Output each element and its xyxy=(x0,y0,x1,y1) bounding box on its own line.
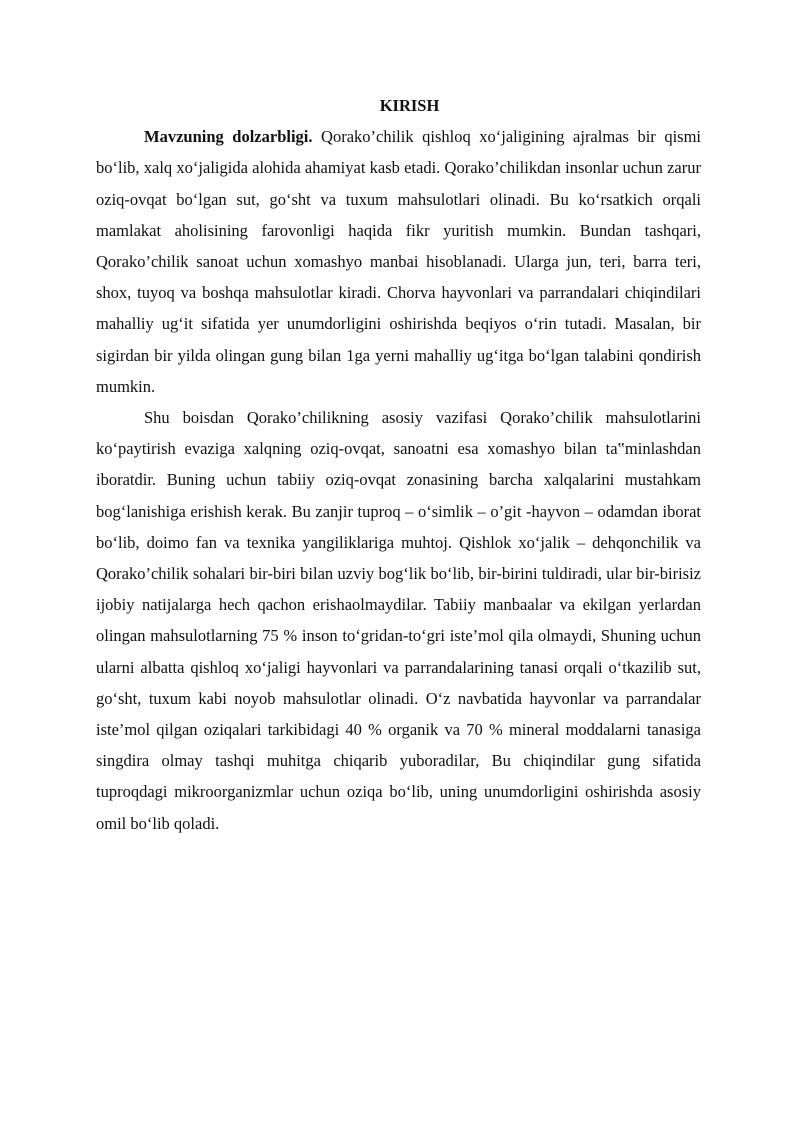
document-page xyxy=(96,90,701,839)
relevance-text: Qorako’chilik qishloq xo‘jaligining ajralmas bir qismi bo‘lib, xalq xo‘jaligida alohida ahamiyat kasb etadi. Qorako’chilikdan insonlar uchun zarur oziq-ovqat bo‘lgan sut, go‘sht va tuxum mahsulotlari olinadi. Bu ko‘rsatkich orqali mamlakat aholisining farovonligi haqida fikr yuritish mumkin. Bundan tashqari, Qorako’chilik sanoat uchun xomashyo manbai hisoblanadi. Ularga jun, teri, barra teri, shox, tuyoq va boshqa mahsulotlar kiradi. Chorva hayvonlari va parrandalari chiqindilari mahalliy ug‘it sifatida yer unumdorligini oshirishda beqiyos o‘rin tutadi. Masalan, bir sigirdan bir yilda olingan gung bilan 1ga yerni mahalliy ug‘itga bo‘lgan talabini qondirish mumkin. xyxy=(96,127,701,396)
paragraph-main-task: Shu boisdan Qorako’chilikning asosiy vazifasi Qorako’chilik mahsulotlarini ko‘paytirish evaziga xalqning oziq-ovqat, sanoatni esa xomashyo bilan ta‟minlashdan iboratdir. Buning uchun tabiiy oziq-ovqat zonasining barcha xalqalarini mustahkam bog‘lanishiga erishish kerak. Bu zanjir tuproq – o‘simlik – o’git -hayvon – odamdan iborat bo‘lib, doimo fan va texnika yangiliklariga muhtoj. Qishlok xo‘jalik – dehqonchilik va Qorako’chilik sohalari bir-biri bilan uzviy bog‘lik bo‘lib, bir-birini tuldiradi, ular bir-birisiz ijobiy natijalarga hech qachon erishaolmaydilar. Tabiiy manbaalar va ekilgan yerlardan olingan mahsulotlarning 75 % inson to‘gridan-to‘gri iste’mol qila olmaydi, Shuning uchun ularni albatta qishloq xo‘jaligi hayvonlari va parrandalarining tanasi orqali o‘tkazilib sut, go‘sht, tuxum kabi noyob mahsulotlar olinadi. O‘z navbatida hayvonlar va parrandalar iste’mol qilgan oziqalari tarkibidagi 40 % organik va 70 % mineral moddalarni tanasiga singdira olmay tashqi muhitga chiqarib yuboradilar, Bu chiqindilar gung sifatida tuproqdagi mikroorganizmlar uchun oziqa bo‘lib, uning unumdorligini oshirishda asosiy omil bo‘lib qoladi. xyxy=(96,408,701,833)
page-title: KIRISH xyxy=(379,96,440,115)
relevance-heading: Mavzuning dolzarbligi. xyxy=(144,127,313,147)
paragraph-relevance xyxy=(96,121,701,402)
